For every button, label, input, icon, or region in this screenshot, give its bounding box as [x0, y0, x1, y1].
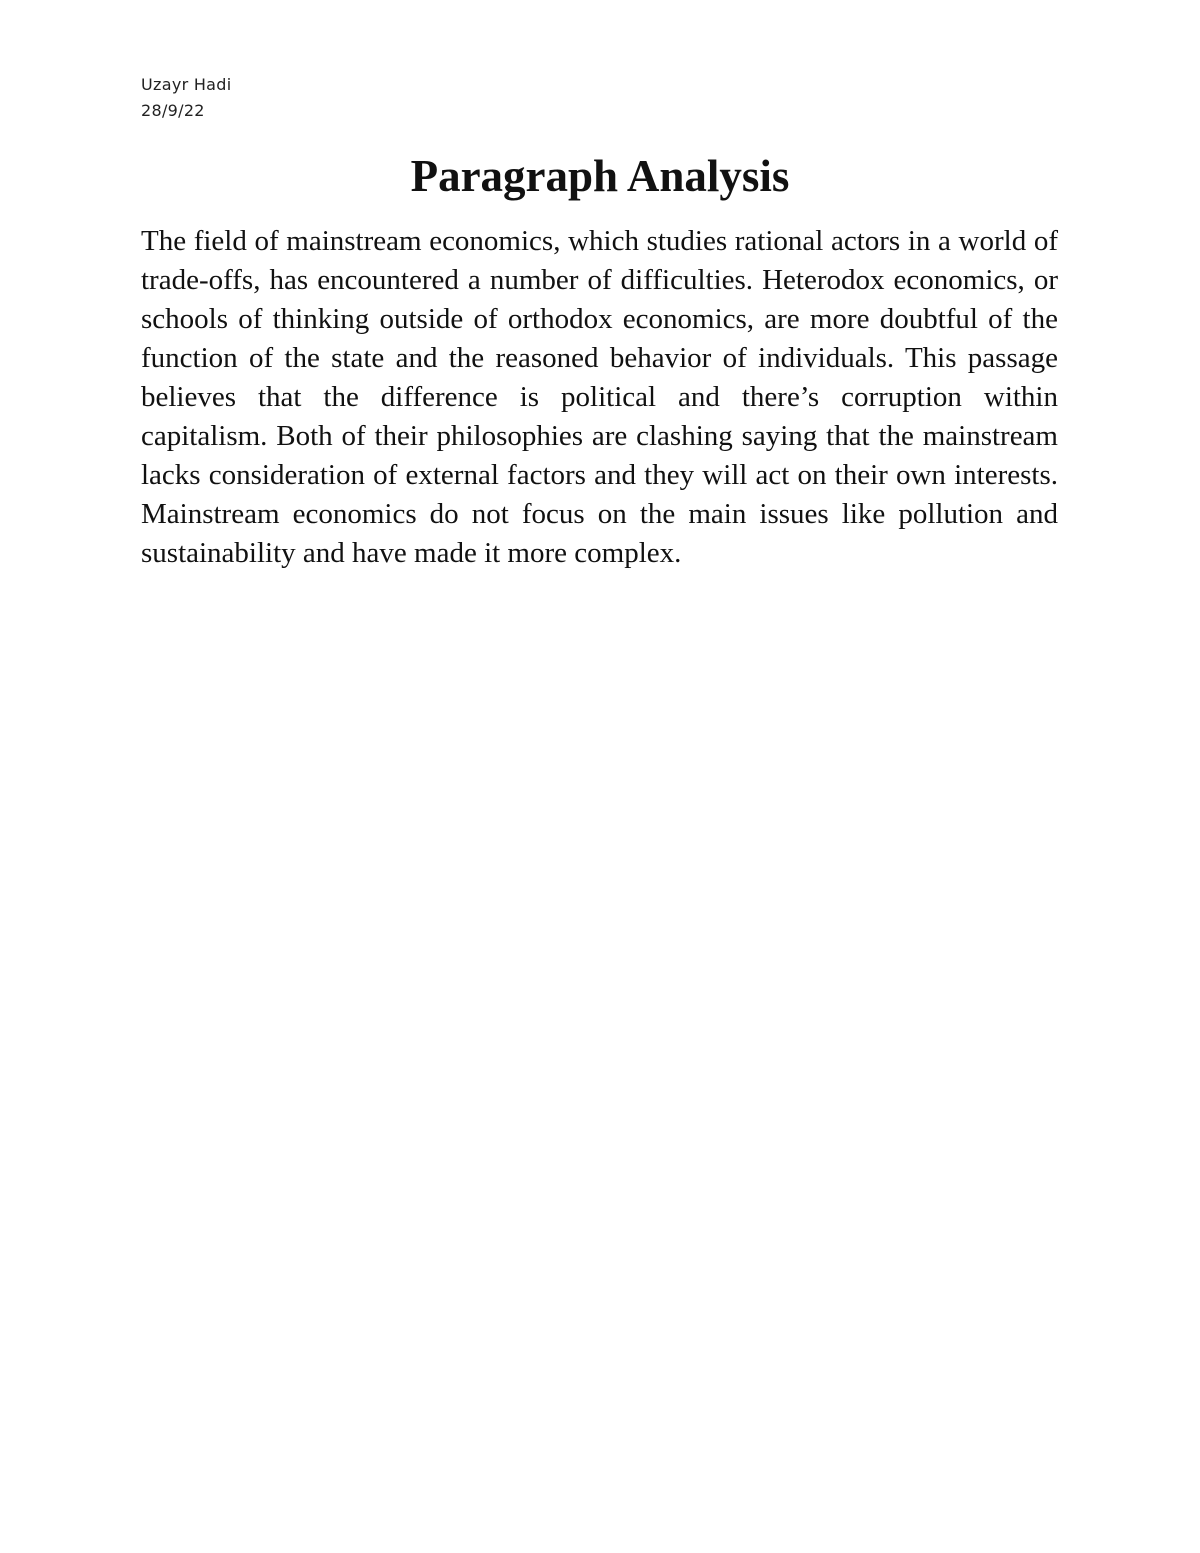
document-date: 28/9/22	[141, 101, 205, 120]
author-name: Uzayr Hadi	[141, 75, 232, 94]
document-header	[141, 72, 231, 124]
document-title: Paragraph Analysis	[410, 151, 790, 201]
analysis-paragraph: The field of mainstream economics, which studies rational actors in a world of trade-offs, has encountered a number of difficulties. Heterodox economics, or schools of thinking outside of orthodox economics, are more doubtful of the function of the state and the reasoned behavior of individuals. This passage believes that the difference is political and there’s corruption within capitalism. Both of their philosophies are clashing saying that the mainstream lacks consideration of external factors and they will act on their own interests. Mainstream economics do not focus on the main issues like pollution and sustainability and have made it more complex.	[141, 225, 1058, 569]
